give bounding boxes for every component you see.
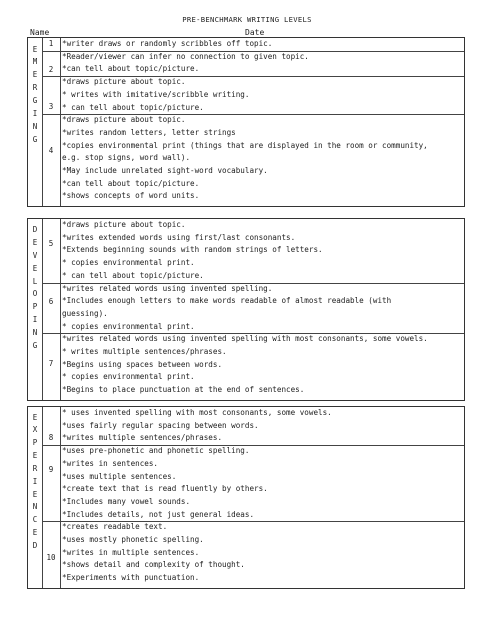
stage-letter: N [32,328,38,337]
stage-letter: I [32,315,38,324]
criterion-text: *writes extended words using first/last consonants. [62,232,296,242]
criterion-text: *writes related words using invented spelling. [62,283,273,293]
level-table-2 [27,218,465,401]
criterion-text: *creates readable text. [62,522,168,532]
criterion-text: guessing). [62,308,108,318]
stage-letter: E [32,490,38,499]
criterion-text: *draws picture about topic. [62,220,186,229]
stage-letter: E [32,264,38,273]
criterion-text: * can tell about topic/picture. [62,102,204,112]
criterion-text: *writer draws or randomly scribbles off topic. [62,39,273,48]
criterion-text: *Includes many vowel sounds. [62,496,191,506]
level-number: 6 [48,296,54,306]
stage-letter: E [32,45,38,54]
level-number: 5 [48,239,54,248]
stage-letter: I [32,477,38,486]
criterion-text: *Begins using spaces between words. [62,359,223,369]
level-number: 3 [48,102,54,112]
criterion-text: *writes multiple sentences/phrases. [62,433,223,443]
criterion-text: *uses multiple sentences. [62,471,177,481]
criterion-text: * copies environmental print. [62,321,195,331]
level-table-1 [27,37,465,207]
stage-letter: G [32,96,38,105]
stage-letter: P [32,438,38,447]
stage-letter: D [32,541,38,550]
criterion-text: *shows detail and complexity of thought. [62,560,245,570]
stage-letter: R [32,83,38,92]
level-number: 10 [46,553,56,563]
criterion-text: * can tell about topic/picture. [62,270,204,280]
criterion-text: *May include unrelated sight-word vocabulary. [62,166,268,175]
stage-letter: C [32,515,38,524]
level-number: 9 [48,465,54,475]
criterion-text: *Includes enough letters to make words readable of almost readable (with [62,296,392,306]
criterion-text: *writes in sentences. [62,458,159,468]
stage-letter: E [32,238,38,247]
criterion-text: *Begins to place punctuation at the end of sentences. [62,385,305,395]
date-label: Date [245,28,265,37]
criterion-text: *uses fairly regular spacing between words. [62,420,259,430]
stage-letter: N [32,502,38,511]
criterion-text: * copies environmental print. [62,372,195,382]
level-number: 1 [48,39,54,48]
criterion-text: *copies environmental print (things that are displayed in the room or community, [62,140,428,150]
criterion-text: *uses mostly phonetic spelling. [62,535,204,544]
page-title: PRE-BENCHMARK WRITING LEVELS [182,15,312,24]
name-label: Name [30,28,50,37]
criterion-text: *writes in multiple sentences. [62,547,200,557]
criterion-text: *can tell about topic/picture. [62,178,200,188]
criterion-text: *Reader/viewer can infer no connection to given topic. [62,51,309,61]
stage-letter: E [32,413,38,422]
criterion-text: *Experiments with punctuation. [62,573,200,583]
stage-letter: M [32,57,38,66]
stage-letter: D [32,225,38,234]
level-number: 7 [48,359,54,369]
criterion-text: *writes random letters, letter strings [62,127,236,137]
criterion-text: * copies environmental print. [62,258,195,268]
stage-letter: N [32,122,38,131]
stage-letter: P [32,302,38,311]
stage-letter: E [32,528,38,537]
criterion-text: * writes with imitative/scribble writing. [62,89,250,99]
stage-letter: X [32,425,38,434]
stage-letter: L [32,277,38,286]
criterion-text: *draws picture about topic. [62,77,186,87]
criterion-text: * writes multiple sentences/phrases. [62,347,227,356]
criterion-text: *can tell about topic/picture. [62,64,200,74]
stage-letter: E [32,451,38,460]
stage-letter: R [32,464,38,473]
stage-letter: O [32,289,38,298]
stage-letter: G [32,135,38,144]
level-number: 2 [48,64,54,74]
criterion-text: *writes related words using invented spelling with most consonants, some vowels. [62,334,428,344]
criterion-text: *shows concepts of word units. [62,191,200,201]
stage-letter: V [32,251,38,260]
level-table-3 [27,406,465,589]
criterion-text: *Extends beginning sounds with random strings of letters. [62,245,323,255]
criterion-text: * uses invented spelling with most consonants, some vowels. [62,408,332,417]
criterion-text: *create text that is read fluently by others. [62,484,268,494]
stage-letter: E [32,70,38,79]
stage-letter: G [32,341,38,350]
criterion-text: *draws picture about topic. [62,115,186,125]
criterion-text: *uses pre-phonetic and phonetic spelling. [62,446,250,456]
level-number: 8 [48,433,54,442]
criterion-text: *Includes details, not just general ideas. [62,509,255,519]
stage-letter: I [32,109,38,118]
criterion-text: e.g. stop signs, word wall). [62,153,191,163]
level-number: 4 [48,146,54,156]
